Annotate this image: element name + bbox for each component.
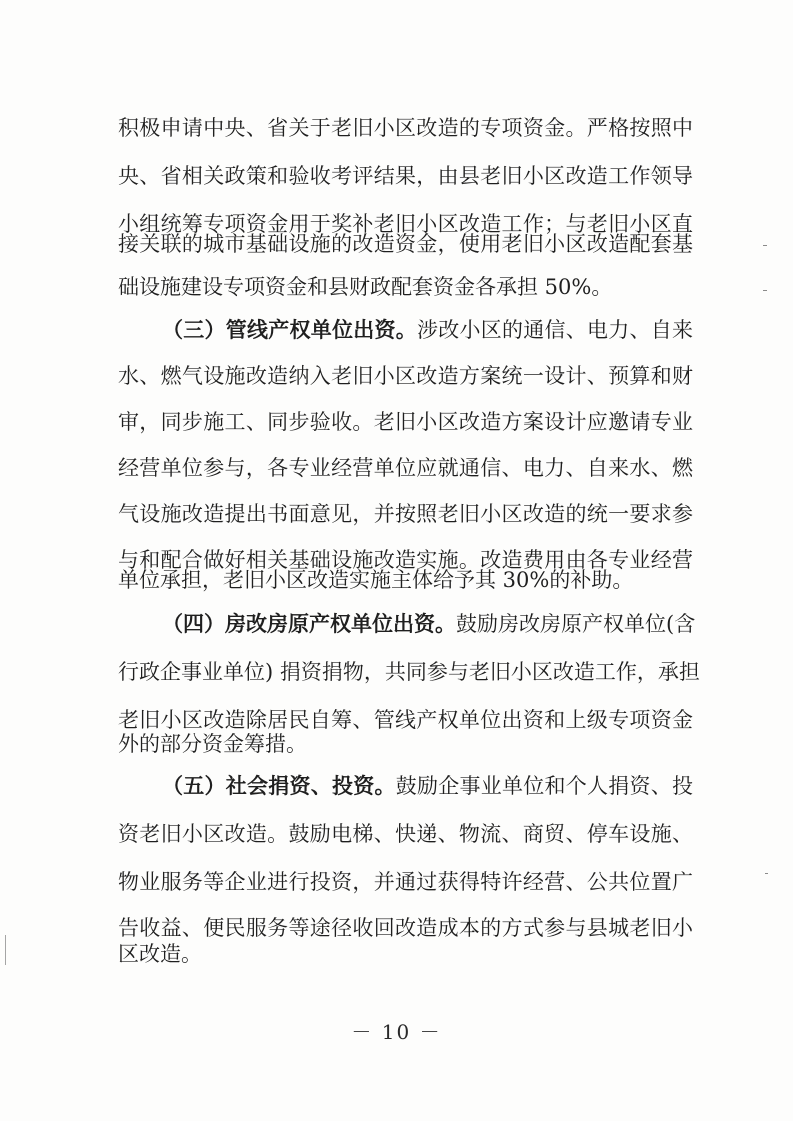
scan-mark — [763, 245, 767, 246]
section-4-heading: （四）房改房原产权单位出资。 — [162, 611, 456, 636]
body-line: 与和配合做好相关基础设施改造实施。改造费用由各专业经营 — [118, 548, 693, 572]
section-5-first-line-text: 鼓励企事业单位和个人捐资、投 — [395, 774, 693, 798]
body-line: 水、燃气设施改造纳入老旧小区改造方案统一设计、预算和财 — [118, 364, 693, 388]
body-line: 资老旧小区改造。鼓励电梯、快递、物流、商贸、停车设施、 — [118, 822, 693, 846]
page-number: － 10 － — [351, 1020, 442, 1044]
section-3-first-line-text: 涉改小区的通信、电力、自来 — [417, 318, 693, 342]
body-line: 老旧小区改造除居民自筹、管线产权单位出资和上级专项资金 — [118, 708, 693, 732]
body-line: 积极申请中央、省关于老旧小区改造的专项资金。严格按照中 — [118, 116, 693, 140]
section-5-first-line — [162, 766, 693, 806]
body-line: 础设施建设专项资金和县财政配套资金各承担 50%。 — [118, 275, 613, 299]
body-line: 接关联的城市基础设施的改造资金，使用老旧小区改造配套基 — [118, 232, 693, 256]
section-4-first-line-text: 鼓励房改房原产权单位(含 — [456, 612, 696, 636]
section-3-heading: （三）管线产权单位出资。 — [162, 317, 417, 342]
section-3-first-line — [162, 310, 693, 350]
scan-mark — [5, 935, 6, 965]
body-line: 审，同步施工、同步验收。老旧小区改造方案设计应邀请专业 — [118, 410, 693, 434]
body-line: 小组统筹专项资金用于奖补老旧小区改造工作；与老旧小区直 — [118, 212, 693, 236]
body-line: 外的部分资金筹措。 — [118, 732, 307, 756]
body-line: 央、省相关政策和验收考评结果，由县老旧小区改造工作领导 — [118, 164, 693, 188]
body-line: 区改造。 — [118, 942, 202, 966]
section-5-heading: （五）社会捐资、投资。 — [162, 773, 396, 798]
scan-mark — [765, 873, 768, 874]
body-line: 告收益、便民服务等途径收回改造成本的方式参与县城老旧小 — [118, 916, 693, 940]
body-line: 物业服务等企业进行投资，并通过获得特许经营、公共位置广 — [118, 870, 693, 894]
section-4-first-line — [162, 604, 696, 644]
scan-mark — [763, 290, 767, 291]
body-line: 经营单位参与，各专业经营单位应就通信、电力、自来水、燃 — [118, 456, 693, 480]
body-line: 行政企事业单位) 捐资捐物，共同参与老旧小区改造工作，承担 — [118, 660, 700, 684]
body-line: 气设施改造提出书面意见，并按照老旧小区改造的统一要求参 — [118, 502, 693, 526]
body-line: 单位承担，老旧小区改造实施主体给予其 30%的补助。 — [118, 568, 634, 592]
